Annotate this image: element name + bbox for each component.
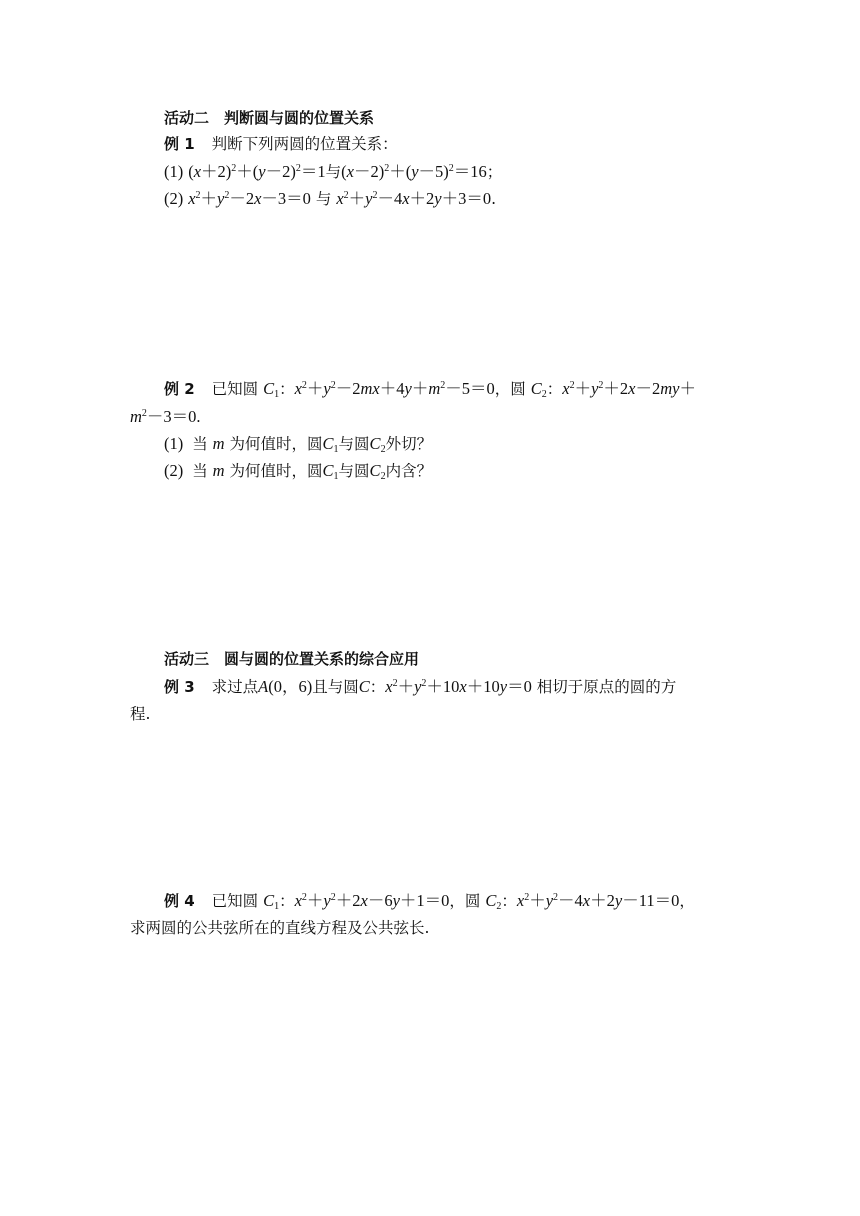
example-3-stem: 例 3 求过点A(0，6)且与圆C：$x^2+y^2+10x+10y=0$ 相切于原点的圆的方: [164, 677, 677, 696]
example-1-label: 例 1: [164, 135, 195, 153]
example-2-question-1: (1) 当 m 为何值时，圆$C_1$与圆$C_2$外切？: [164, 434, 433, 455]
example-2-stem: 例 2 已知圆 $C_1$：$x^2+y^2-2mx+4y+m^2-5=0$，圆 $C_2$：$x^2+y^2+2x-2my+$: [164, 379, 696, 400]
section-heading-activity-3: 活动三 圆与圆的位置关系的综合应用: [164, 650, 420, 668]
section-heading-activity-2: 活动二 判断圆与圆的位置关系: [164, 109, 375, 127]
example-2-question-2: (2) 当 m 为何值时，圆$C_1$与圆$C_2$内含？: [164, 461, 433, 482]
example-2-label: 例 2: [164, 380, 195, 398]
example-3-label: 例 3: [164, 678, 195, 696]
example-4-label: 例 4: [164, 892, 195, 910]
example-1-stem: 例 1 判断下列两圆的位置关系：: [164, 135, 398, 153]
example-2-stem-cont: $m^2-3=0$.: [130, 407, 201, 426]
example-3-stem-cont: 程.: [130, 705, 151, 723]
example-1-part-1: (1) $(x+2)^2+(y-2)^2=1$与$(x-2)^2+(y-5)^2=16$；: [164, 162, 503, 181]
example-1-part-2: (2) $x^2+y^2-2x-3=0$ 与 $x^2+y^2-4x+2y+3=0$.: [164, 189, 497, 208]
example-4-stem-cont: 求两圆的公共弦所在的直线方程及公共弦长.: [130, 919, 430, 937]
example-4-stem: 例 4 已知圆 $C_1$：$x^2+y^2+2x-6y+1=0$，圆 $C_2$：$x^2+y^2-4x+2y-11=0$，: [164, 891, 695, 912]
